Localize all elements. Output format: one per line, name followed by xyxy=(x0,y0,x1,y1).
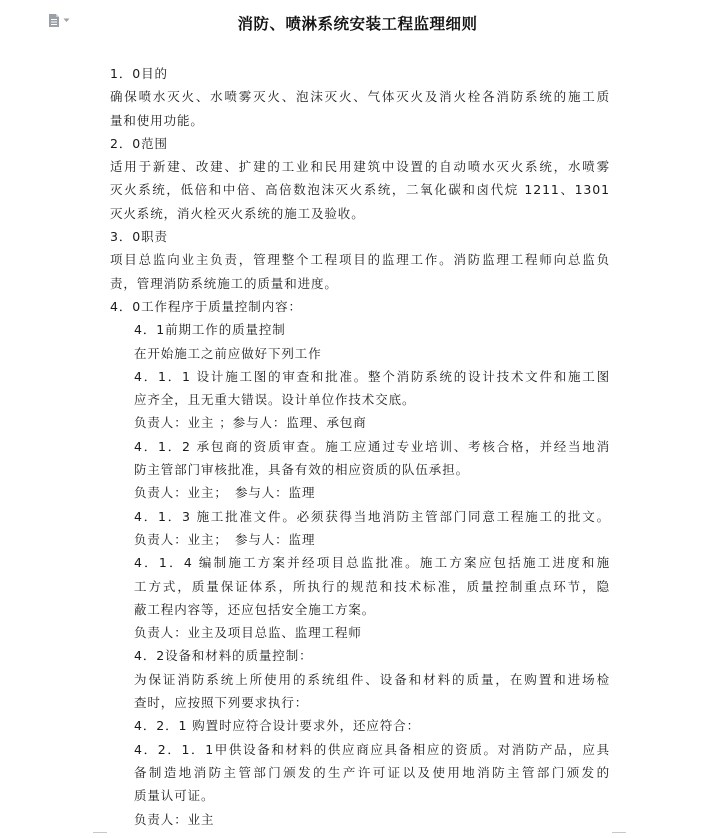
text-line: 4．1．1 设计施工图的审查和批准。整个消防系统的设计技术文件和施工图 xyxy=(134,368,610,384)
document-title: 消防、喷淋系统安装工程监理细则 xyxy=(237,15,478,33)
text-line: 负责人：业主 xyxy=(134,811,215,827)
text-line: 为保证消防系统上所使用的系统组件、设备和材料的质量，在购置和进场检 xyxy=(134,671,610,687)
text-line: 4．1．2 承包商的资质审查。施工应通过专业培训、考核合格，并经当地消 xyxy=(134,438,610,454)
text-line: 确保喷水灭火、水喷雾灭火、泡沫灭火、气体灭火及消火栓各消防系统的施工质 xyxy=(110,89,610,105)
text-line: 应齐全，且无重大错误。设计单位作技术交底。 xyxy=(134,392,416,408)
text-line: 4．1前期工作的质量控制 xyxy=(134,322,286,338)
text-line: 查时，应按照下列要求执行： xyxy=(134,695,309,711)
text-line: 量和使用功能。 xyxy=(110,112,204,128)
page-corner-mark-left xyxy=(93,832,107,833)
text-line: 灭火系统，低倍和中倍、高倍数泡沫灭火系统，二氧化碳和卤代烷 1211、1301 xyxy=(110,182,610,198)
text-line: 在开始施工之前应做好下列工作 xyxy=(134,345,322,361)
text-line: 4．2．1．1甲供设备和材料的供应商应具备相应的资质。对消防产品，应具 xyxy=(134,741,610,757)
page-corner-mark-right xyxy=(612,832,626,833)
text-line: 4．0工作程序于质量控制内容： xyxy=(110,298,302,314)
text-line: 3．0职责 xyxy=(110,229,168,245)
text-line: 2．0范围 xyxy=(110,135,168,151)
text-line: 项目总监向业主负责，管理整个工程项目的监理工作。消防监理工程师向总监负 xyxy=(110,252,610,268)
text-line: 1．0目的 xyxy=(110,66,168,81)
text-line: 负责人：业主 ；参与人：监理、承包商 xyxy=(134,415,367,431)
text-line: 适用于新建、改建、扩建的工业和民用建筑中设置的自动喷水灭火系统，水喷雾 xyxy=(110,159,610,175)
text-line: 工方式，质量保证体系，所执行的规范和技术标准，质量控制重点环节，隐 xyxy=(134,578,610,594)
text-line: 责，管理消防系统施工的质量和进度。 xyxy=(110,275,338,291)
text-line: 负责人：业主； 参与人：监理 xyxy=(134,531,316,547)
text-line: 灭火系统，消火栓灭火系统的施工及验收。 xyxy=(110,205,365,221)
text-line: 质量认可证。 xyxy=(134,788,215,804)
text-line: 蔽工程内容等，还应包括安全施工方案。 xyxy=(134,601,376,617)
document-body xyxy=(110,62,610,831)
text-line: 防主管部门审核批准，具备有效的相应资质的队伍承担。 xyxy=(134,462,470,478)
text-line: 备制造地消防主管部门颁发的生产许可证以及使用地消防主管部门颁发的 xyxy=(134,764,610,780)
text-line: 负责人：业主； 参与人：监理 xyxy=(134,485,316,501)
text-line: 4．1．4 编制施工方案并经项目总监批准。施工方案应包括施工进度和施 xyxy=(134,555,610,571)
text-line: 负责人：业主及项目总监、监理工程师 xyxy=(134,625,362,641)
text-line: 4．1．3 施工批准文件。必须获得当地消防主管部门同意工程施工的批文。 xyxy=(134,508,610,524)
text-line: 4．2．1 购置时应符合设计要求外，还应符合： xyxy=(134,718,421,734)
text-line: 4．2设备和材料的质量控制： xyxy=(134,648,313,664)
